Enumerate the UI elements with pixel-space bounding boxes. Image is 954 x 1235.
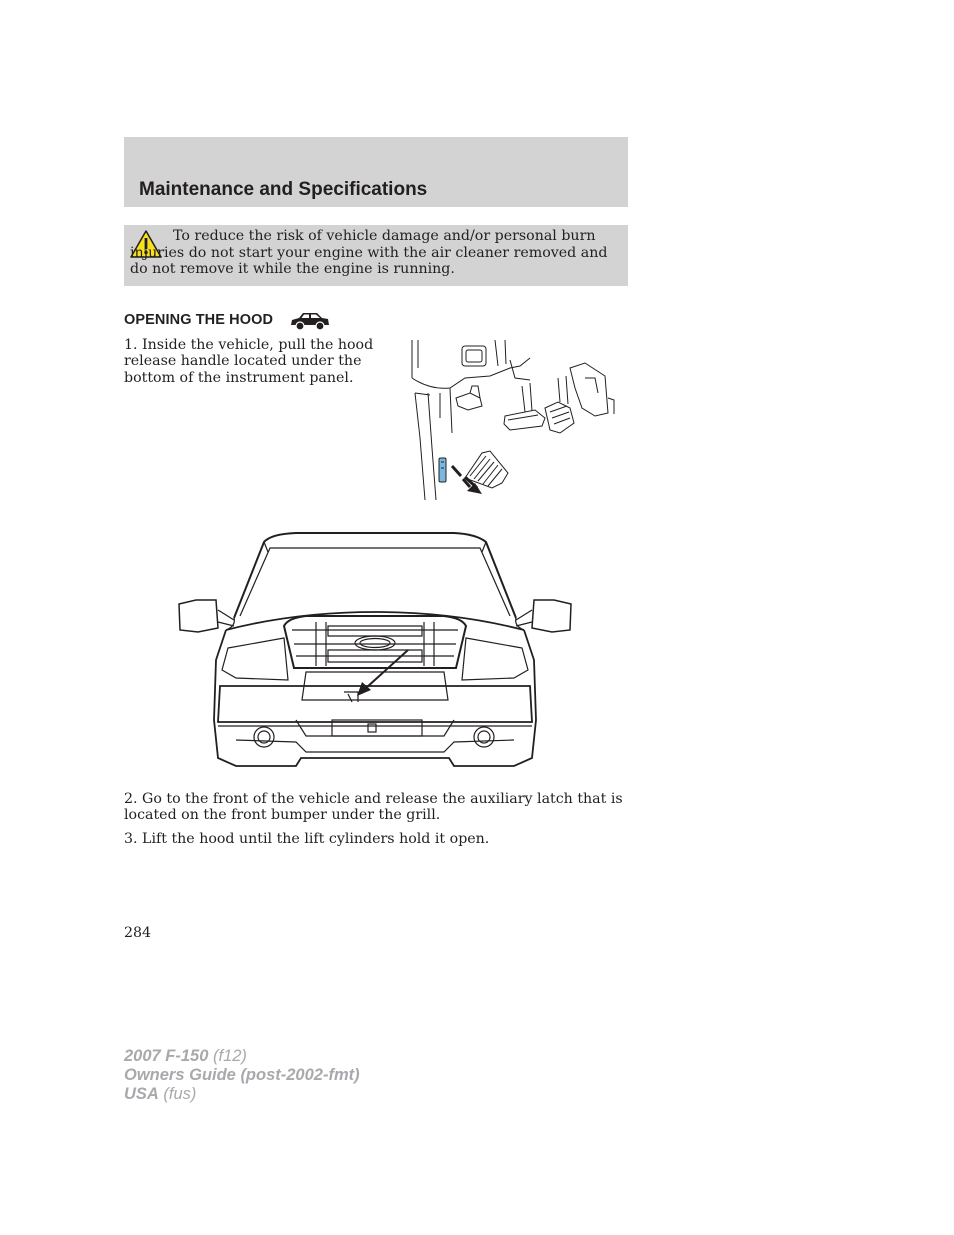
hood-release-handle-illustration — [410, 338, 615, 502]
footer-line-3 — [124, 1085, 360, 1104]
car-icon — [289, 310, 331, 332]
step-2-text: 2. Go to the front of the vehicle and release the auxiliary latch that is located on the front bumper under the grill. — [124, 791, 623, 824]
document-footer — [124, 1047, 360, 1104]
section-header-band — [124, 137, 628, 207]
footer-line-1 — [124, 1047, 360, 1066]
warning-text: To reduce the risk of vehicle damage and/or personal burn injuries do not start your engine with the air cleaner removed and do not remove it while the engine is running. — [130, 228, 608, 277]
section-heading: OPENING THE HOOD — [124, 312, 274, 328]
section-header-title: Maintenance and Specifications — [139, 179, 428, 200]
footer-model-code: (f12) — [208, 1047, 247, 1065]
footer-market: USA — [124, 1085, 159, 1103]
warning-box — [124, 225, 628, 286]
footer-market-code: (fus) — [158, 1085, 197, 1103]
footer-model: 2007 F-150 — [124, 1047, 209, 1065]
footer-line-2: Owners Guide (post-2002-fmt) — [124, 1066, 360, 1084]
page-number: 284 — [124, 925, 152, 941]
truck-front-latch-illustration — [176, 530, 574, 774]
step-1-text: 1. Inside the vehicle, pull the hood release handle located under the bottom of the instrument panel. — [124, 337, 374, 386]
step-3-text: 3. Lift the hood until the lift cylinders hold it open. — [124, 831, 490, 847]
